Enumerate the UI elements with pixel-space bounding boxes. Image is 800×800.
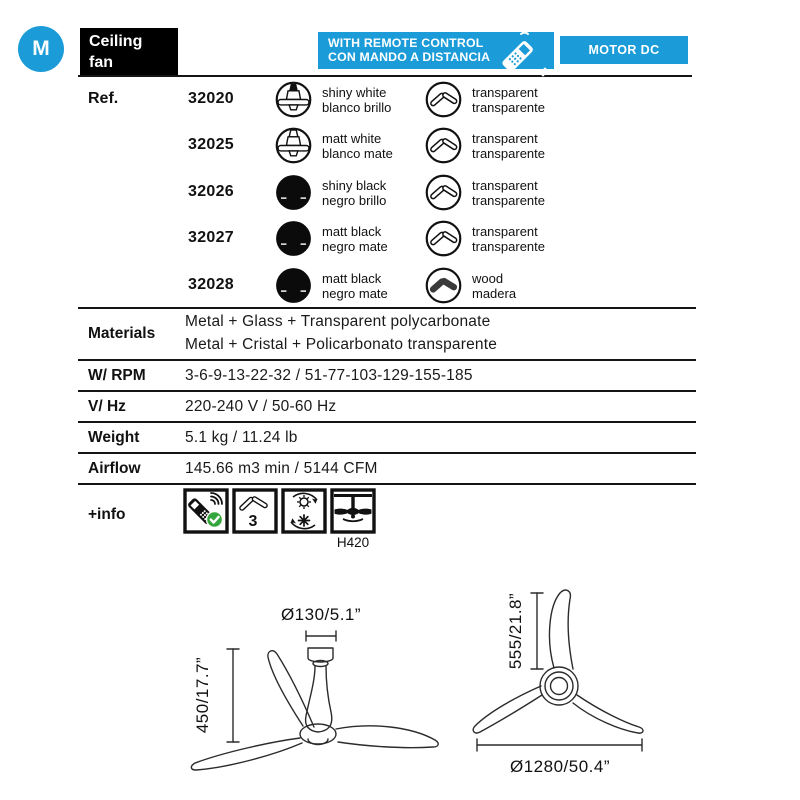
v-hz-value: 220-240 V / 50-60 Hz xyxy=(185,398,337,415)
height-code-label: H420 xyxy=(336,535,370,550)
title-line2: fan xyxy=(89,54,113,71)
blade-transparent-icon xyxy=(425,81,462,118)
ref-column-label: Ref. xyxy=(88,90,119,107)
divider xyxy=(78,359,696,361)
fan-matt-black-icon xyxy=(275,220,312,257)
fan-shiny-black-icon xyxy=(275,174,312,211)
ref-number: 32028 xyxy=(188,276,234,293)
blade-count-value: 3 xyxy=(248,513,258,530)
ref-number: 32020 xyxy=(188,90,234,107)
materials-value-en: Metal + Glass + Transparent polycarbonate xyxy=(185,313,491,330)
finish-label: matt white blanco mate xyxy=(322,131,393,161)
blades-label: wood madera xyxy=(472,271,517,301)
materials-label: Materials xyxy=(88,325,156,342)
collection-letter-badge xyxy=(18,26,64,72)
blade-transparent-icon xyxy=(425,127,462,164)
ref-number: 32027 xyxy=(188,229,234,246)
ref-row-32025 xyxy=(0,123,800,169)
remote-banner-line2: CON MANDO A DISTANCIA xyxy=(328,50,491,64)
motor-banner-label: MOTOR DC xyxy=(588,43,660,57)
ref-number: 32025 xyxy=(188,136,234,153)
blades-label: transparent transparente xyxy=(472,224,545,254)
w-rpm-label: W/ RPM xyxy=(88,367,146,384)
weight-value: 5.1 kg / 11.24 lb xyxy=(185,429,298,446)
w-rpm-value: 3-6-9-13-22-32 / 51-77-103-129-155-185 xyxy=(185,367,473,384)
info-label: +info xyxy=(88,506,126,523)
remote-control-icon xyxy=(488,20,554,80)
fan-shiny-white-icon xyxy=(275,81,312,118)
blade-count-icon xyxy=(232,488,278,534)
v-hz-label: V/ Hz xyxy=(88,398,126,415)
divider xyxy=(78,307,696,309)
divider xyxy=(78,452,696,454)
canopy-diameter-label: Ø130/5.1” xyxy=(280,605,362,624)
airflow-label: Airflow xyxy=(88,460,141,477)
remote-compatible-icon xyxy=(183,488,229,534)
summer-winter-icon xyxy=(281,488,327,534)
materials-value-es: Metal + Cristal + Policarbonato transparente xyxy=(185,336,498,353)
badge-letter: M xyxy=(32,37,50,60)
fan-matt-white-icon xyxy=(275,127,312,164)
finish-label: matt black negro mate xyxy=(322,224,388,254)
weight-label: Weight xyxy=(88,429,140,446)
divider xyxy=(78,421,696,423)
fan-height-label: 450/17.7” xyxy=(193,656,212,734)
title-line1: Ceiling xyxy=(89,33,143,50)
fan-height-icon xyxy=(330,488,376,534)
blades-label: transparent transparente xyxy=(472,178,545,208)
blades-label: transparent transparente xyxy=(472,131,545,161)
blade-length-label: 555/21.8” xyxy=(506,592,525,670)
blade-transparent-icon xyxy=(425,220,462,257)
remote-banner-line1: WITH REMOTE CONTROL xyxy=(328,36,484,50)
finish-label: shiny black negro brillo xyxy=(322,178,387,208)
airflow-value: 145.66 m3 min / 5144 CFM xyxy=(185,460,378,477)
product-title xyxy=(80,28,178,75)
ref-number: 32026 xyxy=(188,183,234,200)
fan-matt-black-icon xyxy=(275,267,312,304)
motor-dc-banner xyxy=(560,36,688,64)
finish-label: shiny white blanco brillo xyxy=(322,85,392,115)
dimension-drawings xyxy=(140,578,700,796)
ref-row-32020 xyxy=(0,77,800,123)
ref-row-32028 xyxy=(0,263,800,309)
fan-diameter-label: Ø1280/50.4” xyxy=(509,757,611,776)
divider xyxy=(78,483,696,485)
blade-wood-icon xyxy=(425,267,462,304)
ref-row-32026 xyxy=(0,170,800,216)
blade-transparent-icon xyxy=(425,174,462,211)
finish-label: matt black negro mate xyxy=(322,271,388,301)
blades-label: transparent transparente xyxy=(472,85,545,115)
divider xyxy=(78,390,696,392)
ref-row-32027 xyxy=(0,216,800,262)
